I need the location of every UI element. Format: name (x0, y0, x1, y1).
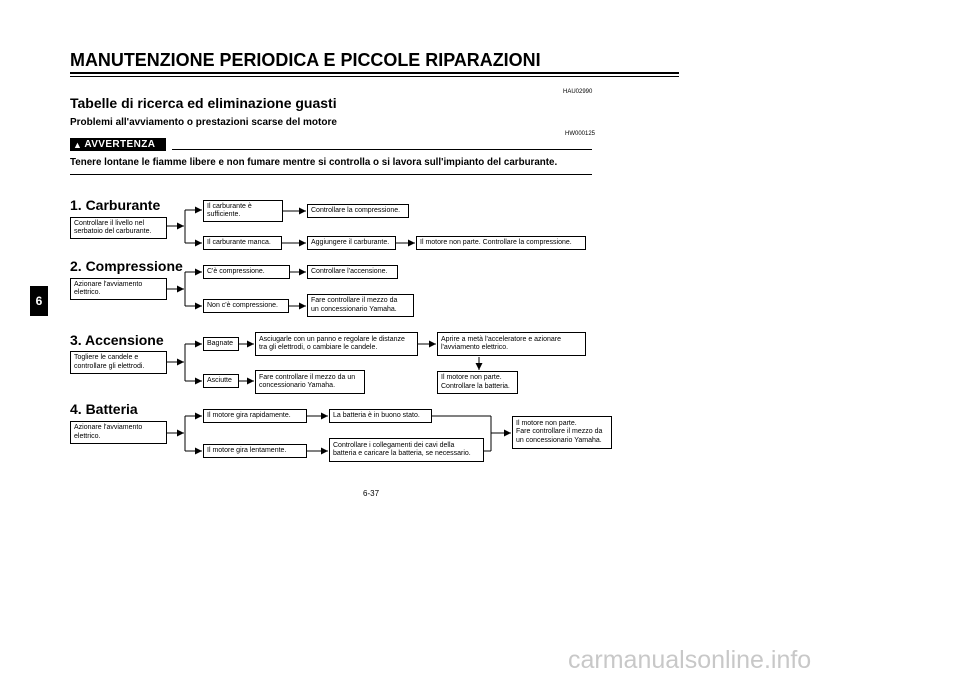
box-carburante-start: Controllare il livello nel serbatoio del carburante. (70, 217, 167, 239)
box-carburante-ko: Il carburante manca. (203, 236, 282, 250)
section-title-batteria: 4. Batteria (70, 401, 138, 417)
box-compressione-ok: C'è compressione. (203, 265, 290, 279)
box-carburante-ko-final: Il motore non parte. Controllare la compressione. (416, 236, 586, 250)
box-carburante-ok: Il carburante è sufficiente. (203, 200, 283, 222)
section-title-compressione: 2. Compressione (70, 258, 183, 274)
box-batteria-fast-next: La batteria è in buono stato. (329, 409, 432, 423)
box-accensione-wet: Bagnate (203, 337, 239, 351)
box-carburante-ko-next: Aggiungere il carburante. (307, 236, 396, 250)
box-accensione-wet-next: Asciugarle con un panno e regolare le distanze tra gli elettrodi, o cambiare le candele. (255, 332, 418, 356)
section-title-carburante: 1. Carburante (70, 197, 161, 213)
box-compressione-start: Azionare l'avviamento elettrico. (70, 278, 167, 300)
warning-text: Tenere lontane le fiamme libere e non fumare mentre si controlla o si lavora sull'impianto del carburante. (70, 157, 558, 168)
warning-badge-label: AVVERTENZA (84, 139, 156, 150)
box-batteria-start: Azionare l'avviamento elettrico. (70, 421, 167, 444)
box-compressione-ko: Non c'è compressione. (203, 299, 289, 313)
section-subheading: Problemi all'avviamento o prestazioni scarse del motore (70, 117, 337, 128)
section-title-accensione: 3. Accensione (70, 332, 164, 348)
box-accensione-dry: Asciutte (203, 374, 239, 388)
section-code: HAU02990 (563, 89, 593, 95)
box-batteria-final: Il motore non parte. Fare controllare il mezzo da un concessionario Yamaha. (512, 416, 612, 449)
chapter-tab: 6 (30, 286, 48, 316)
section-heading: Tabelle di ricerca ed eliminazione guasti (70, 95, 337, 111)
box-accensione-wet-final: Aprire a metà l'acceleratore e azionare l'avviamento elettrico. (437, 332, 586, 356)
box-batteria-slow: Il motore gira lentamente. (203, 444, 307, 458)
box-carburante-ok-next: Controllare la compressione. (307, 204, 409, 218)
box-compressione-ok-next: Controllare l'accensione. (307, 265, 398, 279)
page-title: MANUTENZIONE PERIODICA E PICCOLE RIPARAZIONI (70, 49, 541, 70)
box-compressione-ko-next: Fare controllare il mezzo da un concessionario Yamaha. (307, 294, 414, 317)
watermark: carmanualsonline.info (568, 646, 812, 674)
box-batteria-fast: Il motore gira rapidamente. (203, 409, 307, 423)
warning-code: HW000125 (565, 131, 596, 137)
warning-triangle-icon: ▲ (73, 139, 83, 150)
box-accensione-dry-next: Fare controllare il mezzo da un concessionario Yamaha. (255, 370, 365, 394)
box-accensione-wet-final-next: Il motore non parte. Controllare la batteria. (437, 371, 518, 394)
box-accensione-start: Togliere le candele e controllare gli elettrodi. (70, 351, 167, 374)
page-number: 6-37 (363, 489, 380, 498)
box-batteria-slow-next: Controllare i collegamenti dei cavi della batteria e caricare la batteria, se necessario. (329, 438, 484, 462)
